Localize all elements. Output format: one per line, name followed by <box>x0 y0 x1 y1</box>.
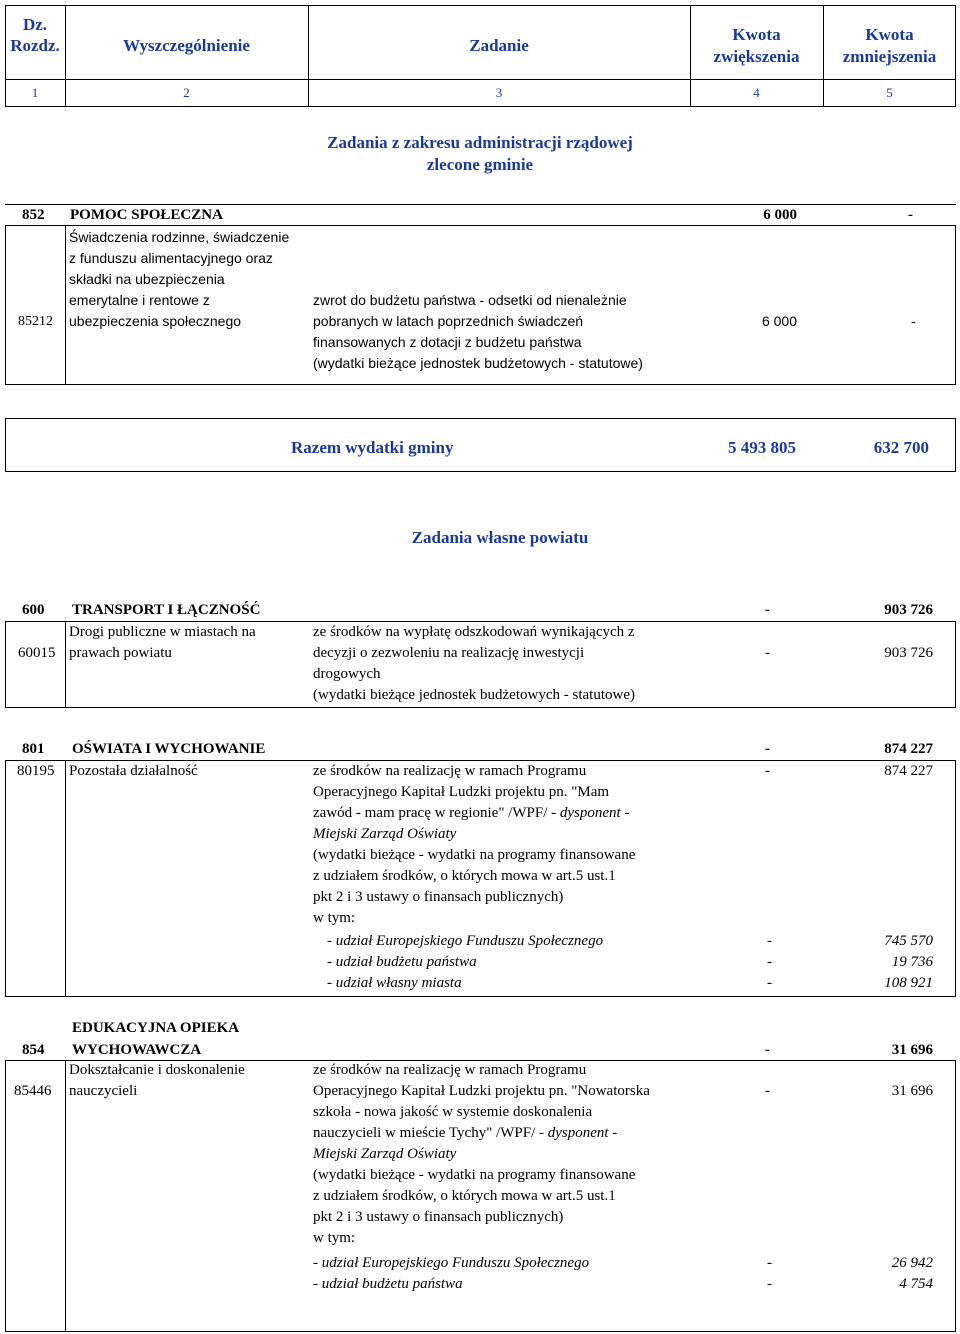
rozdzial-85446-divider <box>65 1060 66 1332</box>
sub-80195-budget-label: - udział budżetu państwa <box>327 954 477 970</box>
task-line: Operacyjnego Kapitał Ludzki projektu pn. "Mam <box>313 784 610 800</box>
total-box <box>5 418 956 472</box>
dzial-801-increase: - <box>765 741 770 757</box>
section1-title-line2: zlecone gminie <box>426 155 534 174</box>
dzial-852-increase: 6 000 <box>763 207 797 223</box>
total-decrease: 632 700 <box>873 438 929 457</box>
desc-line: prawach powiatu <box>69 645 172 661</box>
rozdzial-85212-divider <box>65 225 66 385</box>
sub-85446-budget-decrease: 4 754 <box>899 1276 933 1292</box>
dysponent-label: dysponent - <box>547 1125 618 1141</box>
rozdzial-85446-increase: - <box>765 1083 770 1099</box>
sub-80195-budget-increase: - <box>767 954 772 970</box>
task-line: ze środków na realizację w ramach Programu <box>313 1062 587 1078</box>
header-col5-line2: zmniejszenia <box>842 47 937 66</box>
dzial-854-name-line1: EDUKACYJNA OPIEKA <box>72 1020 240 1036</box>
task-line: ze środków na realizację w ramach Programu <box>313 763 587 779</box>
section2-title: Zadania własne powiatu <box>411 528 589 547</box>
sub-80195-efs-decrease: 745 570 <box>884 933 933 949</box>
task-line: (wydatki bieżące - wydatki na programy finansowane <box>313 847 636 863</box>
rozdzial-60015-divider <box>65 621 66 708</box>
header-col1-line1: Dz. <box>22 15 48 34</box>
dzial-600-name: TRANSPORT I ŁĄCZNOŚĆ <box>72 602 261 618</box>
header-col3: Zadanie <box>469 36 529 55</box>
task-dysponent-name: Miejski Zarząd Oświaty <box>313 1146 457 1162</box>
dzial-801-code: 801 <box>22 741 45 757</box>
sub-85446-efs-decrease: 26 942 <box>891 1255 933 1271</box>
sub-85446-efs-label: - udział Europejskiego Funduszu Społecznego <box>313 1255 590 1271</box>
sub-80195-budget-decrease: 19 736 <box>891 954 933 970</box>
dzial-600-decrease: 903 726 <box>884 602 933 618</box>
dzial-852-name: POMOC SPOŁECZNA <box>70 207 223 223</box>
total-label: Razem wydatki gminy <box>291 438 454 457</box>
task-line: pobranych w latach poprzednich świadczeń <box>313 313 584 329</box>
rozdzial-85446-code: 85446 <box>14 1083 52 1099</box>
rozdzial-80195-description: Pozostała działalność <box>69 763 198 779</box>
dzial-852-decrease: - <box>908 207 913 223</box>
desc-line: Świadczenia rodzinne, świadczenie <box>69 229 290 245</box>
task-text: zawód - mam pracę w regionie" /WPF/ - <box>313 805 560 821</box>
task-line: z udziałem środków, o których mowa w art.5 ust.1 <box>313 868 616 884</box>
col-number-4: 4 <box>753 85 760 100</box>
dysponent-label: dysponent - <box>559 805 630 821</box>
task-line: pkt 2 i 3 ustawy o finansach publicznych) <box>313 1209 564 1225</box>
col-number-2: 2 <box>183 85 190 100</box>
task-line: (wydatki bieżące - wydatki na programy finansowane <box>313 1167 636 1183</box>
col-number-3: 3 <box>495 85 503 100</box>
desc-line: Dokształcanie i doskonalenie <box>69 1062 245 1078</box>
task-line: (wydatki bieżące jednostek budżetowych - statutowe) <box>313 355 643 371</box>
desc-line: nauczycieli <box>69 1083 138 1099</box>
dzial-600-code: 600 <box>22 602 45 618</box>
rozdzial-80195-divider <box>65 760 66 997</box>
header-divider <box>5 79 956 80</box>
header-col5-line1: Kwota <box>865 25 914 44</box>
rozdzial-60015-code: 60015 <box>18 645 56 661</box>
task-line: Operacyjnego Kapitał Ludzki projektu pn. "Nowatorska <box>313 1083 650 1099</box>
col-number-5: 5 <box>886 85 893 100</box>
rozdzial-80195-increase: - <box>765 763 770 779</box>
dzial-854-increase: - <box>765 1042 770 1058</box>
task-line: pkt 2 i 3 ustawy o finansach publicznych) <box>313 889 564 905</box>
rozdzial-85212-description <box>69 227 289 332</box>
sub-80195-own-increase: - <box>767 975 772 991</box>
task-line: decyzji o zezwoleniu na realizację inwestycji <box>313 645 585 661</box>
task-line: (wydatki bieżące jednostek budżetowych - statutowe) <box>313 687 635 703</box>
task-line: w tym: <box>313 1230 356 1246</box>
header-col2: Wyszczególnienie <box>123 36 250 55</box>
task-line: w tym: <box>313 910 356 926</box>
sub-85446-budget-label: - udział budżetu państwa <box>313 1276 463 1292</box>
header-col4-line1: Kwota <box>732 25 781 44</box>
desc-line: emerytalne i rentowe z <box>69 292 210 308</box>
rozdzial-60015-description <box>69 622 256 664</box>
task-line <box>313 1123 650 1144</box>
dzial-854-name-line2: WYCHOWAWCZA <box>72 1042 202 1058</box>
rozdzial-85212-increase: 6 000 <box>761 313 797 329</box>
task-line <box>313 803 635 824</box>
col-number-1: 1 <box>31 85 39 100</box>
dzial-801-name: OŚWIATA I WYCHOWANIE <box>72 741 266 757</box>
task-dysponent-name: Miejski Zarząd Oświaty <box>313 826 457 842</box>
header-col1-line2: Rozdz. <box>10 36 60 55</box>
sub-80195-own-decrease: 108 921 <box>884 975 933 991</box>
sub-80195-efs-label: - udział Europejskiego Funduszu Społecznego <box>327 933 604 949</box>
section1-title-line1: Zadania z zakresu administracji rządowej <box>327 133 633 152</box>
rozdzial-85212-task <box>313 290 643 374</box>
desc-line: ubezpieczenia społecznego <box>69 313 242 329</box>
rozdzial-85212-code: 85212 <box>18 314 53 329</box>
dzial-801-decrease: 874 227 <box>884 741 933 757</box>
rozdzial-85446-decrease: 31 696 <box>891 1083 933 1099</box>
task-line: szkoła - nowa jakość w systemie doskonalenia <box>313 1104 593 1120</box>
dzial-600-increase: - <box>765 602 770 618</box>
rozdzial-85446-task <box>313 1060 650 1249</box>
rozdzial-85446-description <box>69 1060 245 1102</box>
rozdzial-85212-decrease: - <box>911 313 916 329</box>
dzial-854-decrease: 31 696 <box>891 1042 933 1058</box>
task-line: zwrot do budżetu państwa - odsetki od nienależnie <box>313 292 627 308</box>
rozdzial-60015-task <box>313 622 635 706</box>
rozdzial-60015-increase: - <box>765 645 770 661</box>
total-increase: 5 493 805 <box>728 438 796 457</box>
header-col4-line2: zwiększenia <box>713 47 800 66</box>
rozdzial-60015-decrease: 903 726 <box>884 645 933 661</box>
desc-line: z funduszu alimentacyjnego oraz <box>69 250 273 266</box>
task-line: finansowanych z dotacji z budżetu państwa <box>313 334 582 350</box>
rozdzial-80195-task <box>313 761 635 929</box>
dzial-854-code: 854 <box>22 1042 45 1058</box>
desc-line: Drogi publiczne w miastach na <box>69 624 256 640</box>
task-text: nauczycieli w mieście Tychy" /WPF/ - <box>313 1125 548 1141</box>
rozdzial-80195-decrease: 874 227 <box>884 763 933 779</box>
dzial-852-code: 852 <box>22 207 45 223</box>
sub-80195-own-label: - udział własny miasta <box>327 975 462 991</box>
task-line: drogowych <box>313 666 381 682</box>
sub-80195-efs-increase: - <box>767 933 772 949</box>
sub-85446-efs-increase: - <box>767 1255 772 1271</box>
task-line: z udziałem środków, o których mowa w art.5 ust.1 <box>313 1188 616 1204</box>
desc-line: składki na ubezpieczenia <box>69 271 225 287</box>
rozdzial-80195-code: 80195 <box>17 763 55 779</box>
sub-85446-budget-increase: - <box>767 1276 772 1292</box>
task-line: ze środków na wypłatę odszkodowań wynikających z <box>313 624 635 640</box>
